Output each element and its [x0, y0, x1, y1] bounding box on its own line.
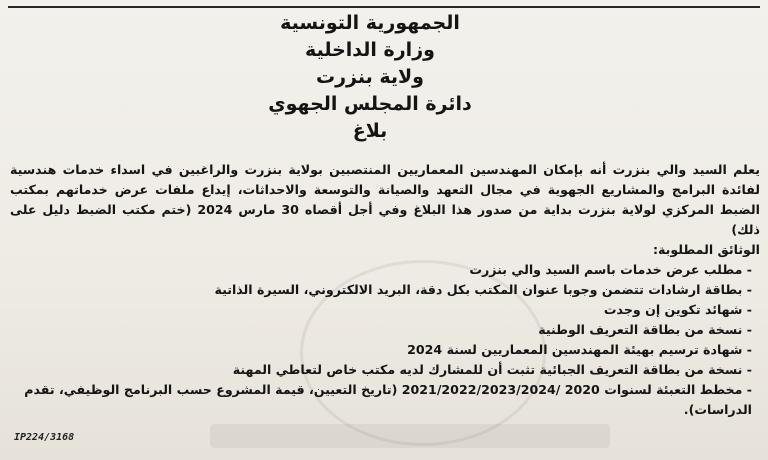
notice-header	[180, 10, 560, 145]
notice-body	[10, 160, 760, 420]
reference-code: IP224/3168	[14, 432, 75, 443]
notice-title: بلاغ	[352, 120, 388, 142]
documents-list	[10, 260, 760, 420]
list-item: - شهائد تكوين إن وجدت	[603, 302, 752, 317]
list-item: - مخطط التعبئة لسنوات 2020 /2021/2022/2023/2024 (تاريخ التعيين، قيمة المشروع حسب البرنامج الوظيفي، تقدم الدراسات).	[24, 382, 752, 417]
governorate-title: ولاية بنزرت	[316, 66, 424, 88]
republic-title: الجمهورية التونسية	[280, 12, 460, 34]
intro-paragraph: يعلم السيد والي بنزرت أنه بإمكان المهندسين المعماريين المنتصبين بولاية بنزرت والراغبين في اسداء خدمات هندسية لفائدة البرامج والمشاريع الجهوية في مجال التعهد والصيانة والتوسعة والاحداثات، إيداع ملفات عرض خدماتهم بمكتب الضبط المركزي لولاية بنزرت بداية من صدور هذا البلاغ وفي أجل أقصاه 30 مارس 2024 (ختم مكتب الضبط دليل على ذلك)	[10, 162, 760, 237]
department-title: دائرة المجلس الجهوي	[268, 93, 472, 115]
documents-heading: الوثائق المطلوبة:	[652, 242, 760, 257]
ministry-title: وزارة الداخلية	[305, 39, 435, 61]
list-item: - نسخة من بطاقة التعريف الجبائية تثبت أن للمشارك لديه مكتب خاص لتعاطي المهنة	[232, 362, 752, 377]
top-rule	[8, 6, 760, 8]
list-item: - نسخة من بطاقة التعريف الوطنية	[538, 322, 752, 337]
list-item: - شهادة ترسيم بهيئة المهندسين المعماريين لسنة 2024	[407, 342, 752, 357]
list-item: - بطاقة ارشادات تتضمن وجوبا عنوان المكتب بكل دقة، البريد الالكتروني، السيرة الذاتية	[214, 282, 752, 297]
faded-watermark	[210, 424, 610, 448]
list-item: - مطلب عرض خدمات باسم السيد والي بنزرت	[469, 262, 752, 277]
